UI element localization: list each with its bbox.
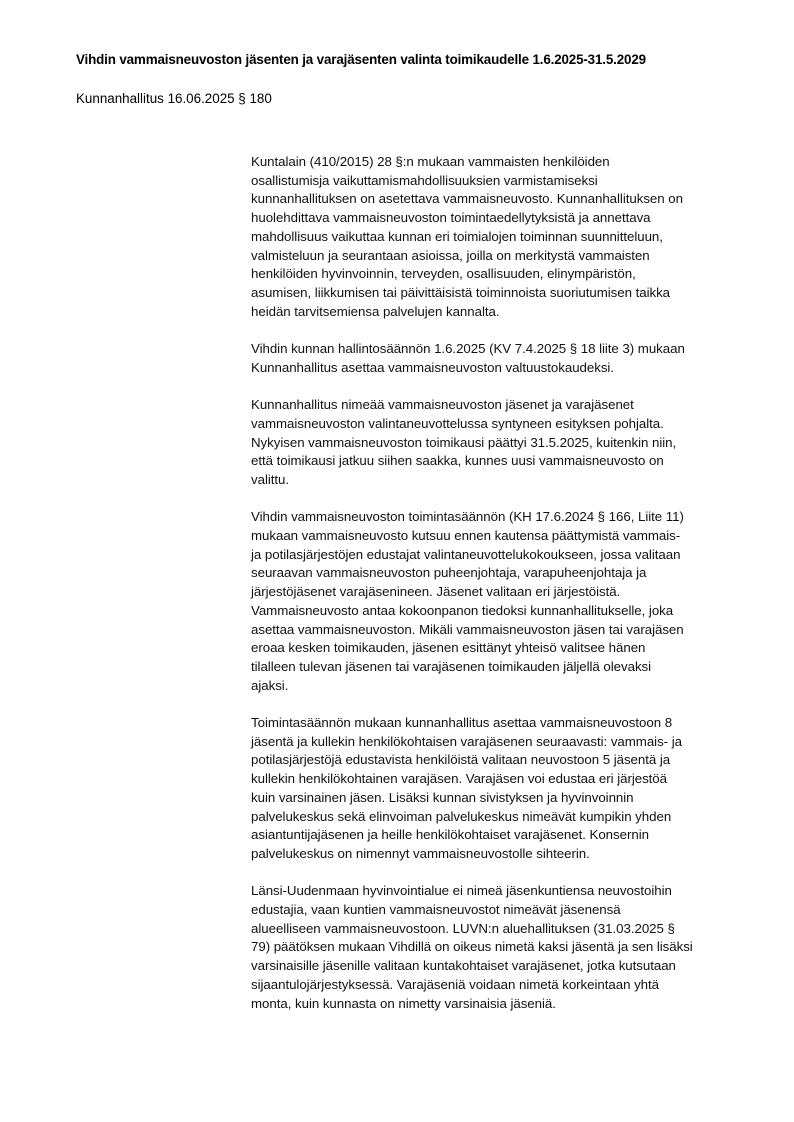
text-line: Toimintasäännön mukaan kunnanhallitus asettaa vammaisneuvostoon 8 (251, 715, 673, 731)
text-line: Kunnanhallitus asettaa vammaisneuvoston valtuustokaudeksi. (251, 359, 614, 375)
text-line: vammaisneuvoston valintaneuvottelussa syntyneen esityksen pohjalta. (251, 415, 664, 431)
paragraph-appointment (251, 396, 751, 490)
text-line: edustajia, vaan kuntien vammaisneuvostot nimeävät jäsenensä (251, 902, 621, 918)
text-line: heidän tarvitsemiensa palvelujen kannalta. (251, 303, 500, 319)
text-line: asiantuntijajäsenen ja heille henkilökohtaiset varajäsenet. Konsernin (251, 827, 649, 843)
text-line: tilalleen tulevan jäsenen tai varajäsenen toimikauden jäljellä olevaksi (251, 658, 652, 674)
meeting-reference: Kunnanhallitus 16.06.2025 § 180 (76, 91, 272, 106)
text-line: kullekin henkilökohtainen varajäsen. Varajäsen voi edustaa eri järjestöä (251, 771, 667, 787)
text-line: 79) päätöksen mukaan Vihdillä on oikeus nimetä kaksi jäsentä ja sen lisäksi (251, 939, 693, 955)
text-line: Vammaisneuvosto antaa kokoonpanon tiedoksi kunnanhallitukselle, joka (251, 602, 674, 618)
text-line: valmisteluun ja seurantaan asioissa, joilla on merkitystä vammaisten (251, 247, 650, 263)
text-line: kuin varsinainen jäsen. Lisäksi kunnan sivistyksen ja hyvinvoinnin (251, 789, 634, 805)
document-body (251, 153, 751, 1032)
text-line: ajaksi. (251, 677, 289, 693)
text-line: alueelliseen vammaisneuvostoon. LUVN:n aluehallituksen (31.03.2025 § (251, 920, 675, 936)
text-line: Vihdin kunnan hallintosäännön 1.6.2025 (KV 7.4.2025 § 18 liite 3) mukaan (251, 341, 685, 357)
text-line: että toimikausi jatkuu siihen saakka, kunnes uusi vammaisneuvosto on (251, 453, 664, 469)
text-line: huolehdittava vammaisneuvoston toimintaedellytyksistä ja annettava (251, 210, 651, 226)
text-line: osallistumisja vaikuttamismahdollisuuksien varmistamiseksi (251, 172, 598, 188)
text-line: mahdollisuus vaikuttaa kunnan eri toimialojen toiminnan suunnitteluun, (251, 228, 663, 244)
text-line: varsinaisille jäsenille valitaan kuntakohtaiset varajäsenet, jotka kutsutaan (251, 958, 676, 974)
text-line: järjestöjäsenet varajäsenineen. Jäsenet valitaan eri järjestöistä. (251, 584, 621, 600)
text-line: monta, kuin kunnasta on nimetty varsinaisia jäseniä. (251, 995, 556, 1011)
text-line: mukaan vammaisneuvosto kutsuu ennen kautensa päättymistä vammais- (251, 528, 681, 544)
paragraph-operating-rules (251, 508, 751, 695)
paragraph-regional-council (251, 882, 751, 1013)
text-line: Nykyisen vammaisneuvoston toimikausi päättyi 31.5.2025, kuitenkin niin, (251, 434, 677, 450)
paragraph-legal-basis (251, 153, 751, 321)
text-line: Kunnanhallitus nimeää vammaisneuvoston jäsenet ja varajäsenet (251, 397, 634, 413)
text-line: palvelukeskus sekä elinvoiman palvelukeskus nimeävät kumpikin yhden (251, 808, 672, 824)
text-line: kunnanhallituksen on asetettava vammaisneuvosto. Kunnanhallituksen on (251, 191, 683, 207)
text-line: seuraavan vammaisneuvoston puheenjohtaja, varapuheenjohtaja ja (251, 565, 647, 581)
paragraph-administrative-rule (251, 340, 751, 377)
text-line: ja potilasjärjestöjen edustajat valintaneuvottelukokoukseen, jossa valitaan (251, 546, 681, 562)
text-line: Vihdin vammaisneuvoston toimintasäännön (KH 17.6.2024 § 166, Liite 11) (251, 509, 684, 525)
text-line: asettaa vammaisneuvoston. Mikäli vammaisneuvoston jäsen tai varajäsen (251, 621, 684, 637)
text-line: eroaa kesken toimikauden, jäsenen esittänyt yhteisö valitsee hänen (251, 640, 646, 656)
text-line: asumisen, liikkumisen tai päivittäisistä toiminnoista suoriutumisen taikka (251, 284, 671, 300)
paragraph-composition (251, 714, 751, 864)
text-line: Länsi-Uudenmaan hyvinvointialue ei nimeä jäsenkuntiensa neuvostoihin (251, 883, 672, 899)
text-line: valittu. (251, 471, 290, 487)
text-line: jäsentä ja kullekin henkilökohtaisen varajäsenen seuraavasti: vammais- ja (251, 733, 682, 749)
text-line: sijaantulojärjestyksessä. Varajäseniä voidaan nimetä korkeintaan yhtä (251, 976, 660, 992)
text-line: palvelukeskus on nimennyt vammaisneuvostolle sihteerin. (251, 845, 590, 861)
text-line: potilasjärjestöjä edustavista henkilöistä valitaan neuvostoon 5 jäsentä ja (251, 752, 671, 768)
document-title: Vihdin vammaisneuvoston jäsenten ja varajäsenten valinta toimikaudelle 1.6.2025-31.5.2029 (76, 52, 646, 67)
text-line: Kuntalain (410/2015) 28 §:n mukaan vammaisten henkilöiden (251, 154, 610, 169)
text-line: henkilöiden hyvinvoinnin, terveyden, osallisuuden, elinympäristön, (251, 266, 636, 282)
